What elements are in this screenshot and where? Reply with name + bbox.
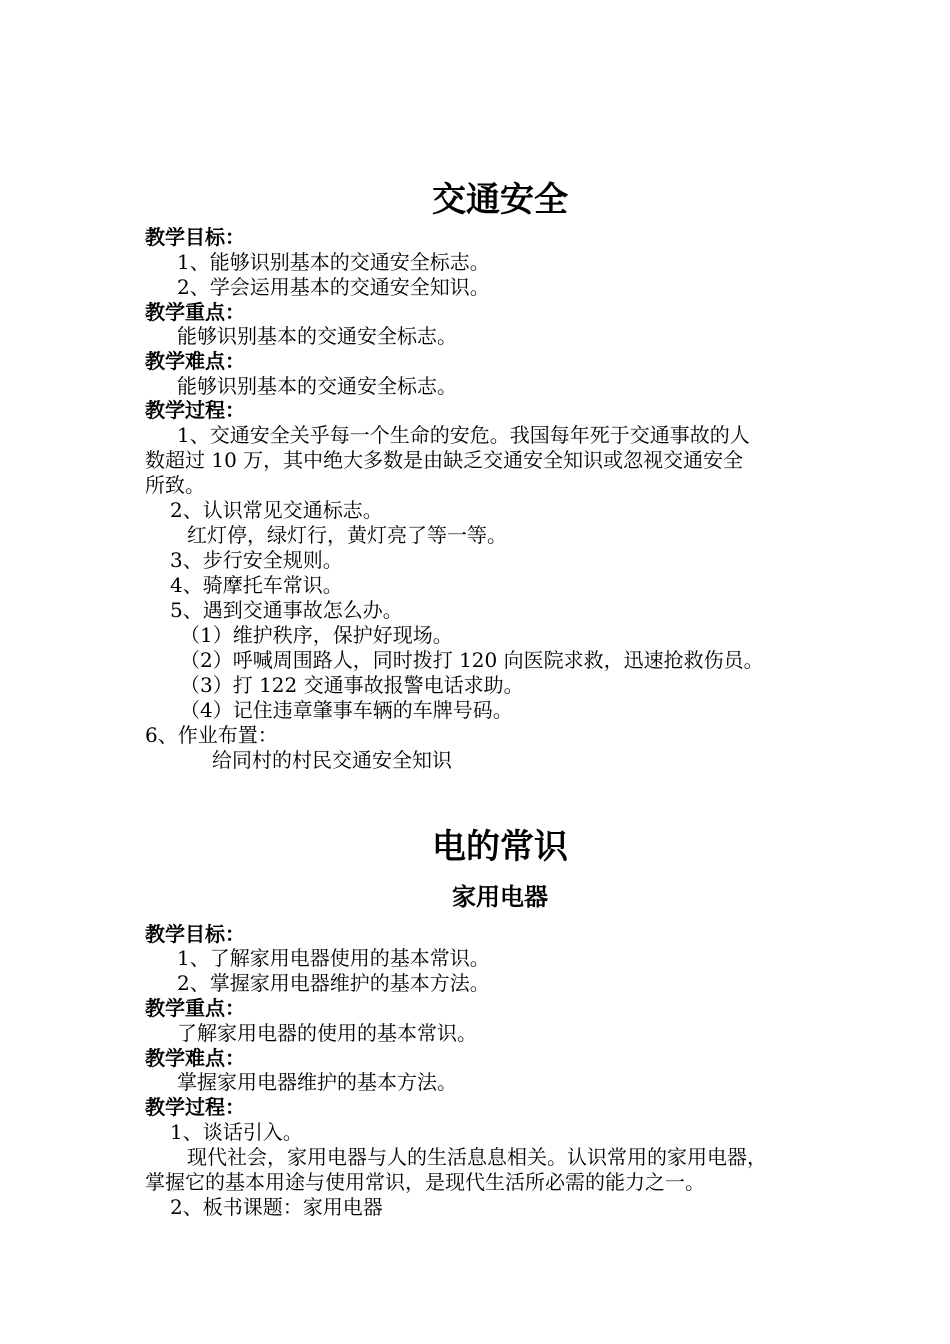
difficulty-text: 掌握家用电器维护的基本方法。	[177, 1070, 457, 1094]
section-title: 电的常识	[432, 827, 568, 867]
process-heading: 教学过程：	[145, 1095, 245, 1119]
process-paragraph: 1、交通安全关乎每一个生命的安危。我国每年死于交通事故的人	[177, 423, 750, 447]
process-paragraph: 数超过 10 万，其中绝大多数是由缺乏交通安全知识或忽视交通安全	[145, 448, 744, 472]
key-text: 能够识别基本的交通安全标志。	[177, 324, 457, 348]
process-subitem: 红灯停，绿灯行，黄灯亮了等一等。	[187, 523, 507, 547]
key-heading: 教学重点：	[145, 996, 245, 1020]
difficulty-heading: 教学难点：	[145, 349, 245, 373]
goal-item: 1、能够识别基本的交通安全标志。	[177, 250, 490, 274]
process-item: 4、骑摩托车常识。	[170, 573, 343, 597]
process-paragraph: 现代社会，家用电器与人的生活息息相关。认识常用的家用电器，	[187, 1145, 767, 1169]
process-subitem: （1）维护秩序，保护好现场。	[180, 623, 453, 647]
process-item: 2、板书课题：家用电器	[170, 1195, 383, 1219]
goal-item: 2、掌握家用电器维护的基本方法。	[177, 971, 490, 995]
process-paragraph: 所致。	[145, 473, 205, 497]
process-subitem: （3）打 122 交通事故报警电话求助。	[180, 673, 524, 697]
difficulty-heading: 教学难点：	[145, 1046, 245, 1070]
goal-heading: 教学目标：	[145, 225, 245, 249]
key-text: 了解家用电器的使用的基本常识。	[177, 1021, 477, 1045]
process-paragraph: 掌握它的基本用途与使用常识，是现代生活所必需的能力之一。	[145, 1170, 705, 1194]
process-item: 5、遇到交通事故怎么办。	[170, 598, 403, 622]
homework-text: 给同村的村民交通安全知识	[212, 748, 452, 772]
process-item: 3、步行安全规则。	[170, 548, 343, 572]
goal-heading: 教学目标：	[145, 922, 245, 946]
difficulty-text: 能够识别基本的交通安全标志。	[177, 374, 457, 398]
homework-heading: 6、作业布置：	[145, 723, 278, 747]
goal-item: 2、学会运用基本的交通安全知识。	[177, 275, 490, 299]
goal-item: 1、了解家用电器使用的基本常识。	[177, 946, 490, 970]
process-heading: 教学过程：	[145, 398, 245, 422]
process-subitem: （4）记住违章肇事车辆的车牌号码。	[180, 698, 513, 722]
key-heading: 教学重点：	[145, 300, 245, 324]
process-item: 1、谈话引入。	[170, 1120, 303, 1144]
section-title: 交通安全	[432, 180, 568, 220]
process-subitem: （2）呼喊周围路人，同时拨打 120 向医院求救，迅速抢救伤员。	[180, 648, 764, 672]
process-item: 2、认识常见交通标志。	[170, 498, 383, 522]
section-subtitle: 家用电器	[452, 883, 548, 911]
